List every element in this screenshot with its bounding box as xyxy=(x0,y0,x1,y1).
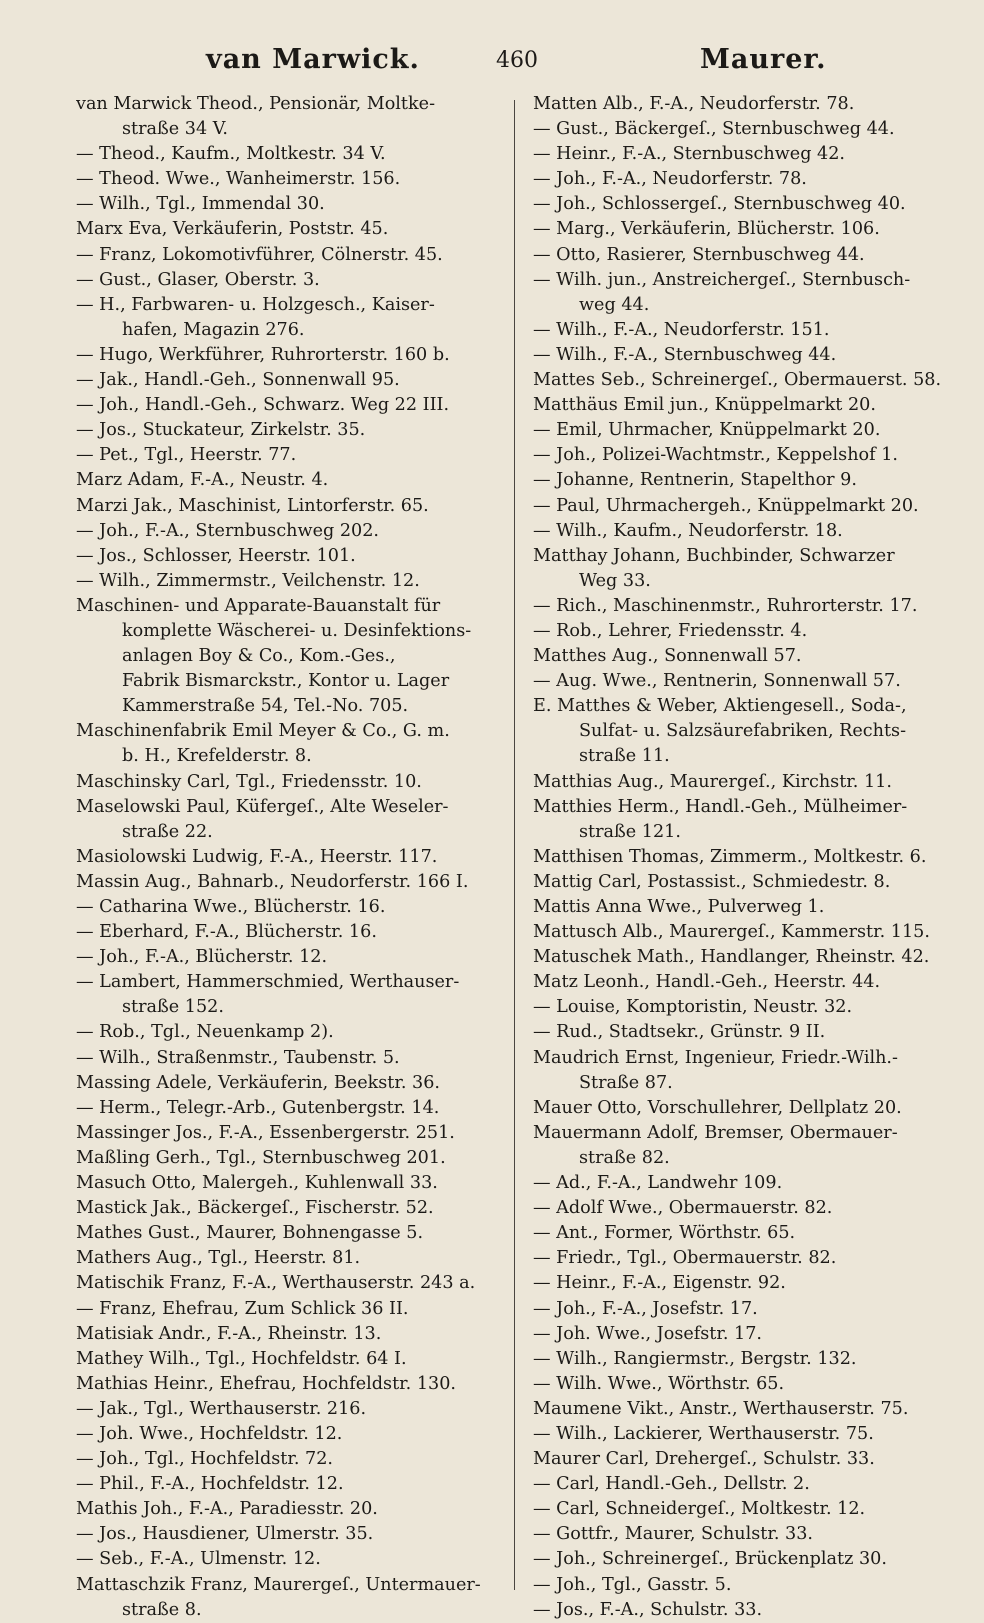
directory-line: Maschinen- und Apparate-Bauanstalt für xyxy=(76,595,441,616)
directory-line: — Theod. Wwe., Wanheimerstr. 156. xyxy=(76,169,401,190)
directory-line: — Wilh. jun., Anstreichergeſ., Sternbusch- xyxy=(533,269,911,290)
directory-line: — Adolf Wwe., Obermauerstr. 82. xyxy=(533,1198,833,1219)
directory-line: — H., Farbwaren- u. Holzgesch., Kaiser- xyxy=(76,294,435,315)
directory-line: straße 121. xyxy=(579,821,681,842)
directory-line: Mattusch Alb., Maurergeſ., Kammerstr. 115. xyxy=(533,922,930,943)
directory-line: Maumene Vikt., Anstr., Werthauserstr. 75. xyxy=(533,1398,909,1419)
directory-line: Marx Eva, Verkäuferin, Poststr. 45. xyxy=(76,219,389,240)
directory-line: — Rob., Lehrer, Friedensstr. 4. xyxy=(533,620,808,641)
directory-line: — Phil., F.-A., Hochfeldstr. 12. xyxy=(76,1474,344,1495)
directory-line: — Joh., F.-A., Blücherstr. 12. xyxy=(76,947,328,968)
directory-line: — Carl, Schneidergeſ., Moltkestr. 12. xyxy=(533,1499,866,1520)
directory-line: — Eberhard, F.-A., Blücherstr. 16. xyxy=(76,922,377,943)
header-left-catchword: van Marwick. xyxy=(206,44,420,75)
directory-line: — Franz, Lokomotivführer, Cölnerstr. 45. xyxy=(76,244,443,265)
directory-line: — Hugo, Werkführer, Ruhrorterstr. 160 b. xyxy=(76,344,450,365)
directory-line: — Joh., F.-A., Sternbuschweg 202. xyxy=(76,520,380,541)
directory-line: Mauer Otto, Vorschullehrer, Dellplatz 20. xyxy=(533,1097,902,1118)
directory-line: Matthies Herm., Handl.-Geh., Mülheimer- xyxy=(533,796,908,817)
directory-line: hafen, Magazin 276. xyxy=(122,319,305,340)
directory-line: straße 34 V. xyxy=(122,119,228,140)
directory-line: komplette Wäscherei- u. Desinfektions- xyxy=(122,620,472,641)
directory-line: — Wilh., Rangiermstr., Bergstr. 132. xyxy=(533,1348,857,1369)
column-divider xyxy=(514,100,515,1590)
directory-line: — Jos., Stuckateur, Zirkelstr. 35. xyxy=(76,420,366,441)
directory-line: Mathers Aug., Tgl., Heerstr. 81. xyxy=(76,1248,361,1269)
directory-line: Mattaschzik Franz, Maurergeſ., Untermauer- xyxy=(76,1574,481,1595)
directory-line: Matuschek Math., Handlanger, Rheinstr. 42. xyxy=(533,947,930,968)
directory-line: Matischik Franz, F.-A., Werthauserstr. 243 a. xyxy=(76,1273,476,1294)
directory-line: — Jos., F.-A., Schulstr. 33. xyxy=(533,1599,763,1620)
directory-line: — Wilh. Wwe., Wörthstr. 65. xyxy=(533,1373,785,1394)
directory-line: — Catharina Wwe., Blücherstr. 16. xyxy=(76,897,386,917)
directory-line: — Paul, Uhrmachergeh., Knüppelmarkt 20. xyxy=(533,495,919,516)
right-column xyxy=(533,92,965,1623)
directory-line: Maßling Gerh., Tgl., Sternbuschweg 201. xyxy=(76,1147,446,1168)
directory-line: Matisiak Andr., F.-A., Rheinstr. 13. xyxy=(76,1323,382,1344)
directory-line: straße 152. xyxy=(122,997,224,1018)
directory-line: Matthay Johann, Buchbinder, Schwarzer xyxy=(533,545,895,566)
directory-line: Matthäus Emil jun., Knüppelmarkt 20. xyxy=(533,395,876,416)
directory-line: Marz Adam, F.-A., Neustr. 4. xyxy=(76,470,329,491)
directory-line: — Johanne, Rentnerin, Stapelthor 9. xyxy=(533,470,857,491)
directory-line: — Joh. Wwe., Josefstr. 17. xyxy=(533,1323,763,1344)
directory-line: — Wilh., F.-A., Sternbuschweg 44. xyxy=(533,344,837,365)
directory-line: Massinger Jos., F.-A., Essenbergerstr. 251. xyxy=(76,1122,455,1143)
directory-line: — Joh. Wwe., Hochfeldstr. 12. xyxy=(76,1423,343,1444)
directory-line: — Ant., Former, Wörthstr. 65. xyxy=(533,1223,796,1244)
directory-line: — Pet., Tgl., Heerstr. 77. xyxy=(76,445,297,466)
directory-line: Mathey Wilh., Tgl., Hochfeldstr. 64 I. xyxy=(76,1348,407,1369)
directory-line: — Jos., Hausdiener, Ulmerstr. 35. xyxy=(76,1524,374,1545)
directory-line: Mathis Joh., F.-A., Paradiesstr. 20. xyxy=(76,1499,378,1520)
directory-line: Mathes Gust., Maurer, Bohnengasse 5. xyxy=(76,1223,424,1244)
directory-line: — Wilh., F.-A., Neudorferstr. 151. xyxy=(533,319,830,340)
directory-line: Matz Leonh., Handl.-Geh., Heerstr. 44. xyxy=(533,972,881,993)
directory-line: straße 82. xyxy=(579,1147,670,1168)
directory-line: anlagen Boy & Co., Kom.-Ges., xyxy=(122,646,396,667)
directory-line: — Joh., Tgl., Gasstr. 5. xyxy=(533,1574,732,1595)
directory-line: Mattes Seb., Schreinergeſ., Obermauerst. 58. xyxy=(533,370,942,391)
directory-line: Mauermann Adolf, Bremser, Obermauer- xyxy=(533,1122,898,1143)
directory-line: van Marwick Theod., Pensionär, Moltke- xyxy=(76,94,436,114)
directory-line: Marzi Jak., Maschinist, Lintorferstr. 65. xyxy=(76,495,429,516)
directory-line: — Lambert, Hammerschmied, Werthauser- xyxy=(76,972,460,993)
left-column xyxy=(76,92,494,1623)
directory-line: — Gottfr., Maurer, Schulstr. 33. xyxy=(533,1524,813,1545)
directory-line: — Friedr., Tgl., Obermauerstr. 82. xyxy=(533,1248,837,1269)
directory-line: E. Matthes & Weber, Aktiengesell., Soda-, xyxy=(533,696,907,717)
directory-line: Mattis Anna Wwe., Pulverweg 1. xyxy=(533,897,825,917)
directory-line: Fabrik Bismarckstr., Kontor u. Lager xyxy=(122,671,450,692)
directory-line: — Carl, Handl.-Geh., Dellstr. 2. xyxy=(533,1474,810,1495)
directory-line: — Joh., Handl.-Geh., Schwarz. Weg 22 III. xyxy=(76,395,450,416)
directory-line: Maselowski Paul, Küfergeſ., Alte Weseler- xyxy=(76,796,449,817)
directory-line: b. H., Krefelderstr. 8. xyxy=(122,746,312,767)
directory-line: — Joh., F.-A., Neudorferstr. 78. xyxy=(533,169,807,190)
directory-line: — Gust., Glaser, Oberstr. 3. xyxy=(76,269,320,290)
directory-line: — Franz, Ehefrau, Zum Schlick 36 II. xyxy=(76,1298,409,1319)
directory-line: weg 44. xyxy=(579,294,650,315)
directory-line: — Ad., F.-A., Landwehr 109. xyxy=(533,1173,783,1194)
directory-line: — Heinr., F.-A., Eigenstr. 92. xyxy=(533,1273,786,1294)
directory-line: — Wilh., Zimmermstr., Veilchenstr. 12. xyxy=(76,570,420,591)
directory-line: — Rob., Tgl., Neuenkamp 2). xyxy=(76,1022,334,1043)
directory-line: — Marg., Verkäuferin, Blücherstr. 106. xyxy=(533,219,880,240)
directory-line: — Joh., Schlossergeſ., Sternbuschweg 40. xyxy=(533,194,906,215)
directory-line: Mattig Carl, Postassist., Schmiedestr. 8. xyxy=(533,871,891,892)
directory-line: — Jak., Handl.-Geh., Sonnenwall 95. xyxy=(76,370,400,391)
directory-line: Massin Aug., Bahnarb., Neudorferstr. 166 I. xyxy=(76,871,469,892)
directory-line: straße 8. xyxy=(122,1599,202,1620)
directory-line: Masiolowski Ludwig, F.-A., Heerstr. 117. xyxy=(76,846,438,867)
page-number: 460 xyxy=(496,48,538,73)
directory-line: Straße 87. xyxy=(579,1072,673,1093)
directory-line: Maschinsky Carl, Tgl., Friedensstr. 10. xyxy=(76,771,422,792)
directory-line: — Rich., Maschinenmstr., Ruhrorterstr. 17. xyxy=(533,595,918,616)
directory-line: Matthias Aug., Maurergeſ., Kirchstr. 11. xyxy=(533,771,892,792)
directory-line: — Wilh., Lackierer, Werthauserstr. 75. xyxy=(533,1423,874,1444)
directory-line: Massing Adele, Verkäuferin, Beekstr. 36. xyxy=(76,1072,441,1093)
directory-line: Kammerstraße 54, Tel.-No. 705. xyxy=(122,696,409,717)
directory-line: — Herm., Telegr.-Arb., Gutenbergstr. 14. xyxy=(76,1097,440,1118)
directory-line: — Joh., Tgl., Hochfeldstr. 72. xyxy=(76,1449,334,1470)
directory-line: Mastick Jak., Bäckergeſ., Fischerstr. 52. xyxy=(76,1198,434,1219)
directory-line: — Joh., F.-A., Josefstr. 17. xyxy=(533,1298,758,1319)
directory-line: — Wilh., Tgl., Immendal 30. xyxy=(76,194,325,215)
directory-line: Masuch Otto, Malergeh., Kuhlenwall 33. xyxy=(76,1173,438,1194)
directory-line: — Joh., Polizei-Wachtmstr., Keppelshof 1. xyxy=(533,445,899,466)
directory-line: Maudrich Ernst, Ingenieur, Friedr.-Wilh.- xyxy=(533,1047,898,1068)
directory-line: straße 11. xyxy=(579,746,670,767)
directory-line: — Emil, Uhrmacher, Knüppelmarkt 20. xyxy=(533,420,881,441)
directory-line: — Louise, Komptoristin, Neustr. 32. xyxy=(533,997,853,1018)
directory-line: Matthes Aug., Sonnenwall 57. xyxy=(533,646,802,667)
directory-line: — Jak., Tgl., Werthauserstr. 216. xyxy=(76,1398,367,1419)
directory-line: Matten Alb., F.-A., Neudorferstr. 78. xyxy=(533,94,855,114)
page-header xyxy=(0,44,984,84)
directory-line: — Seb., F.-A., Ulmenstr. 12. xyxy=(76,1549,321,1570)
directory-line: — Jos., Schlosser, Heerstr. 101. xyxy=(76,545,356,566)
directory-line: — Aug. Wwe., Rentnerin, Sonnenwall 57. xyxy=(533,671,901,692)
header-right-catchword: Maurer. xyxy=(700,44,827,75)
directory-line: — Wilh., Straßenmstr., Taubenstr. 5. xyxy=(76,1047,400,1068)
directory-line: — Joh., Schreinergeſ., Brückenplatz 30. xyxy=(533,1549,887,1570)
directory-line: — Gust., Bäckergeſ., Sternbuschweg 44. xyxy=(533,119,895,140)
directory-line: Maurer Carl, Drehergeſ., Schulstr. 33. xyxy=(533,1449,875,1470)
directory-line: straße 22. xyxy=(122,821,213,842)
directory-line: Matthisen Thomas, Zimmerm., Moltkestr. 6. xyxy=(533,846,927,867)
directory-line: Mathias Heinr., Ehefrau, Hochfeldstr. 130. xyxy=(76,1373,456,1394)
directory-line: Sulfat- u. Salzsäurefabriken, Rechts- xyxy=(579,721,907,742)
directory-line: — Heinr., F.-A., Sternbuschweg 42. xyxy=(533,144,846,165)
directory-line: — Otto, Rasierer, Sternbuschweg 44. xyxy=(533,244,865,265)
directory-line: — Rud., Stadtsekr., Grünstr. 9 II. xyxy=(533,1022,826,1043)
directory-line: Weg 33. xyxy=(579,570,651,591)
directory-line: Maschinenfabrik Emil Meyer & Co., G. m. xyxy=(76,721,450,742)
directory-line: — Wilh., Kaufm., Neudorferstr. 18. xyxy=(533,520,843,541)
directory-line: — Theod., Kaufm., Moltkestr. 34 V. xyxy=(76,144,386,165)
